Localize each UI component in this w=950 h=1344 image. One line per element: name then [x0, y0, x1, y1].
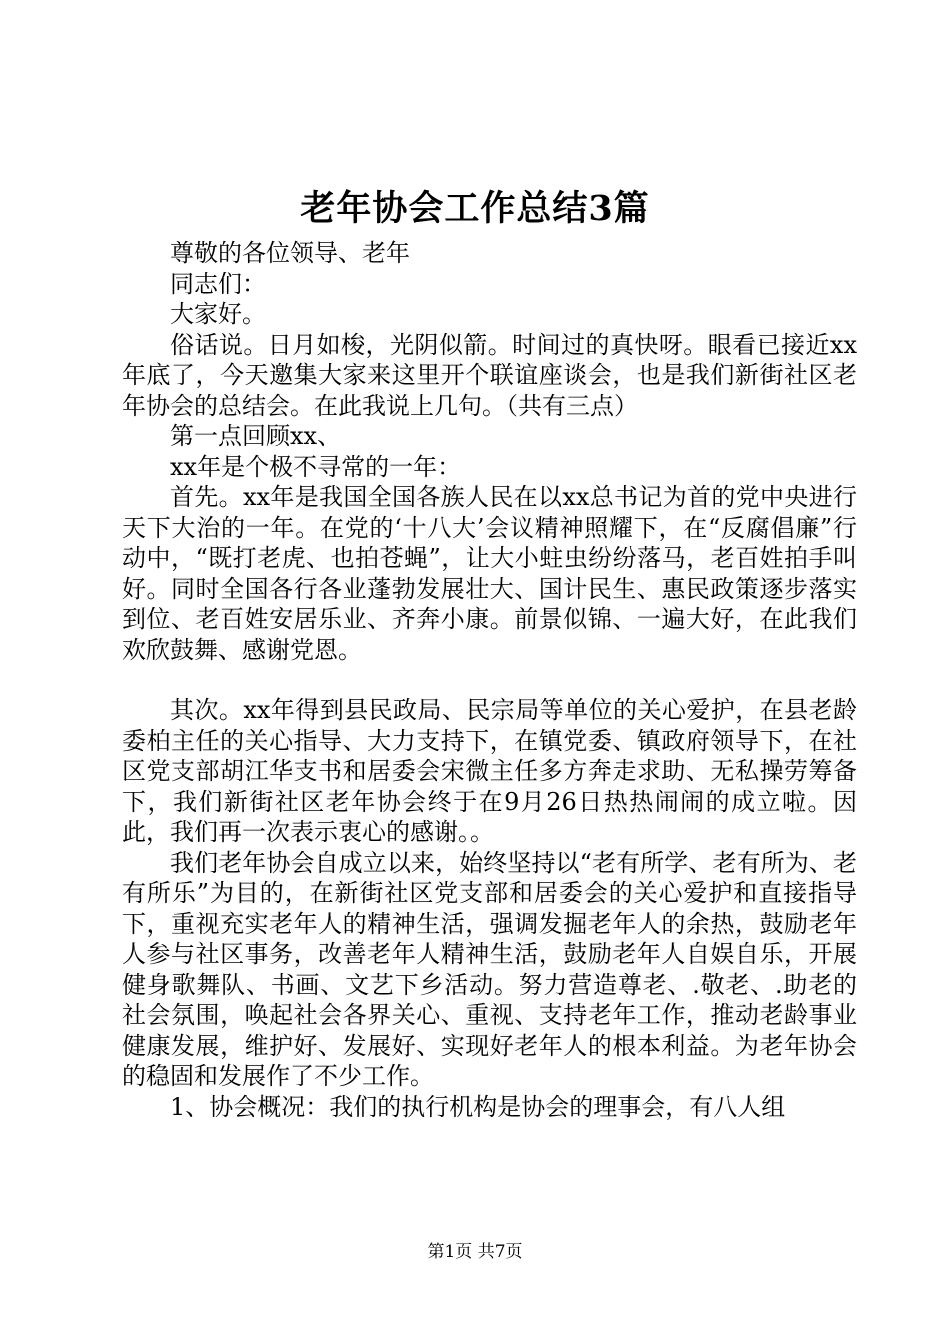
page-number-footer: 第1页 共7页 — [427, 1242, 523, 1262]
salutation-paragraph: 同志们： — [170, 269, 266, 298]
body-paragraph: 其次。xx年得到县民政局、民宗局等单位的关心爱护，在县老龄委柏主任的关心指导、大力支持下，在镇党委、镇政府领导下，在社区党支部胡江华支书和居委会宋微主任多方奔走求助、无私操劳筹备下，我们新街社区老年协会终于在9月26日热热闹闹的成立啦。因此，我们再一次表示衷心的感谢。。 — [122, 696, 857, 846]
greeting-paragraph: 大家好。 — [170, 300, 266, 328]
document-title: 老年协会工作总结3篇 — [300, 188, 650, 229]
section-subheading: xx年是个极不寻常的一年： — [170, 452, 462, 481]
body-paragraph: 我们老年协会自成立以来，始终坚持以“老有所学、老有所为、老有所乐”为目的，在新街社区党支部和居委会的关心爱护和直接指导下，重视充实老年人的精神生活，强调发掘老年人的余热，鼓励老年人参与社区事务，改善老年人精神生活，鼓励老年人自娱自乐，开展健身歌舞队、书画、文艺下乡活动。努力营造尊老、.敬老、.助老的社会氛围，唤起社会各界关心、重视、支持老年工作，推动老龄事业健康发展，维护好、发展好、实现好老年人的根本利益。为老年协会的稳固和发展作了不少工作。 — [122, 848, 857, 1090]
intro-paragraph: 俗话说。日月如梭，光阴似箭。时间过的真快呀。眼看已接近xx年底了，今天邀集大家来这里开个联谊座谈会，也是我们新街社区老年协会的总结会。在此我说上几句。（共有三点） — [122, 330, 857, 420]
body-paragraph: 首先。xx年是我国全国各族人民在以xx总书记为首的党中央进行天下大治的一年。在党的‘十八大’会议精神照耀下，在“反腐倡廉”行动中，“既打老虎、也拍苍蝇”，让大小蛀虫纷纷落马，老百姓拍手叫好。同时全国各行各业蓬勃发展壮大、国计民生、惠民政策逐步落实到位、老百姓安居乐业、齐奔小康。前景似锦、一遍大好，在此我们欢欣鼓舞、感谢党恩。 — [122, 483, 857, 664]
section-heading: 第一点回顾xx、 — [170, 422, 342, 450]
body-paragraph: 1、协会概况：我们的执行机构是协会的理事会，有八人组 — [170, 1092, 786, 1121]
salutation-paragraph: 尊敬的各位领导、老年 — [170, 239, 410, 267]
document-body — [122, 238, 857, 1122]
